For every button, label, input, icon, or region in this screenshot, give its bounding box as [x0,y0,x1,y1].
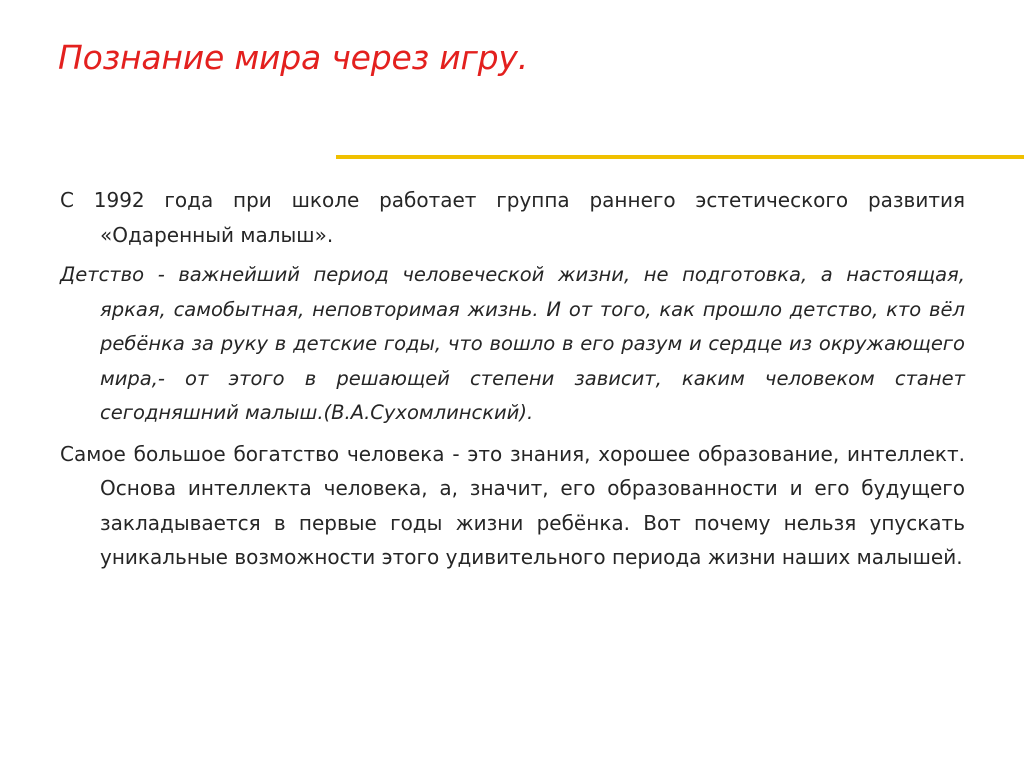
slide-body [60,183,965,581]
paragraph-school-group: С 1992 года при школе работает группа раннего эстетического развития «Одаренный малыш». [60,188,965,247]
paragraph-quote: Детство - важнейший период человеческой жизни, не подготовка, а настоящая, яркая, самобытная, неповторимая жизнь. И от того, как прошло детство, кто вёл ребёнка за руку в детские годы, что вошло в его разум и сердце из окружающего мира,- от этого в решающей степени зависит, каким человеком станет сегодняшний малыш.(В.А.Сухомлинский). [60,263,965,424]
accent-divider [336,155,1024,159]
slide-title: Познание мира через игру. [58,38,529,77]
paragraph-knowledge: Самое большое богатство человека - это знания, хорошее образование, интеллект. Основа интеллекта человека, а, значит, его образованности и его будущего закладывается в первые годы жизни ребёнка. Вот почему нельзя упускать уникальные возможности этого удивительного периода жизни наших малышей. [60,441,965,569]
